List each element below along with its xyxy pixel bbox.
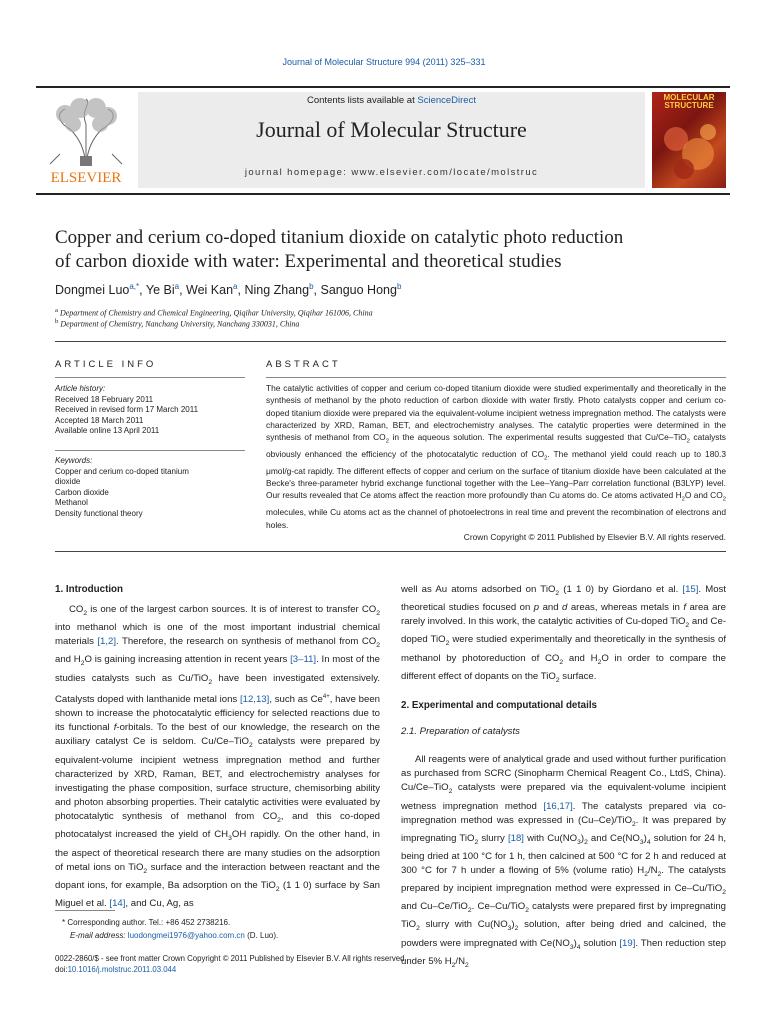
article-info-heading: ARTICLE INFO	[55, 359, 157, 370]
affiliation-a: $^a$ Department of Chemistry and Chemical Engineering, Qiqihar University, Qiqihar 161006, China	[55, 307, 373, 318]
author: Wei Kan	[186, 283, 234, 298]
svg-text:ELSEVIER: ELSEVIER	[50, 170, 122, 186]
journal-citation-link[interactable]: Journal of Molecular Structure 994 (2011) 325–331	[282, 57, 486, 67]
cover-molecule-art	[656, 114, 722, 184]
author: Ye Bi	[145, 283, 175, 298]
author: Ning Zhang	[244, 283, 310, 298]
header-bottom-rule	[36, 193, 730, 195]
author: Sanguo Hong	[320, 283, 397, 298]
article-history: Article history: Received 18 February 2011 Received in revised form 17 March 2011 Accepted 18 March 2011 Available online 13 April 2011	[55, 384, 199, 435]
issn-line: 0022-2860/$ - see front matter Crown Copyright © 2011 Published by Elsevier B.V. All rights reserved.	[55, 954, 407, 963]
divider	[55, 341, 726, 342]
journal-name: Journal of Molecular Structure	[256, 117, 527, 142]
author-list: Dongmei Luo$^{a,*}$, Ye Bi$^a$, Wei Kan$^a$, Ning Zhang$^b$, Sanguo Hong$^b$	[55, 282, 402, 298]
email-note: E-mail address: luodongmei1976@yahoo.com.cn (D. Luo).	[70, 931, 279, 940]
corresponding-author-note: * Corresponding author. Tel.: +86 452 2738216.	[62, 918, 231, 927]
divider	[55, 377, 245, 378]
author-email-link[interactable]: luodongmei1976@yahoo.com.cn	[127, 931, 245, 940]
copyright: Crown Copyright © 2011 Published by Elsevier B.V. All rights reserved.	[463, 531, 726, 542]
abstract-heading: ABSTRACT	[266, 359, 341, 370]
affiliation-b: $^b$ Department of Chemistry, Nanchang University, Nanchang 330031, China	[55, 318, 300, 329]
sciencedirect-link[interactable]: ScienceDirect	[417, 95, 476, 106]
journal-homepage[interactable]: journal homepage: www.elsevier.com/locate/molstruc	[244, 167, 539, 178]
intro-body-continued: well as Au atoms adsorbed on TiO$_2$ (1 1 0) by Giordano et al. [15]. Most theoretical studies focused on p and d areas, whereas metals in f area are rarely involved. In this work, the catalytic activities of Cu-doped TiO$_2$ and Ce-doped TiO$_2$ were studied experimentally and theoretically in the synthesis of methanol by photoreduction of $CO_2$ and $H_2O$ in order to compare the different effect of dopants on the TiO$_2$ surface.	[401, 584, 727, 684]
author: Dongmei Luo	[55, 283, 130, 298]
header-top-rule	[36, 86, 730, 88]
divider	[266, 377, 726, 378]
elsevier-tree-logo	[40, 94, 132, 186]
page-footer: 0022-2860/$ - see front matter Crown Copyright © 2011 Published by Elsevier B.V. All rights reserved. doi:10.1016/j.molstruc.2011.03.044	[55, 954, 407, 974]
abstract-body: The catalytic activities of copper and cerium co-doped titanium dioxide were studied experimentally and theoretically in the synthesis of methanol by the photo reduction of carbon dioxide with water firstly. Photo catalysts copper and cerium co-doped titanium dioxide were prepared via the equivalent-volume incipient wetness impregnation method. The catalysts were characterized by XRD, Raman, BET, and electrochemistry analyses. The catalytic properties were determined in the synthesis of methanol from $CO_2$ in the aqueous solution. The experimental results suggested that Cu/Ce–TiO$_2$ catalysts obviously enhanced the efficiency of the photocatalytic reduction of $CO_2$. The methanol yield could reach up to 180.3 μmol/g-cat rapidly. The different effects of copper and cerium on the surface of titanium dioxide have been calculated at the Becke's three-parameter hybrid exchange functional together with the Lee–Yang–Parr correlation functional (B3LYP) level. Our results revealed that Ce atoms affect the reaction more profoundly than Cu atoms do. Ce atoms activated $H_2O$ and $CO_2$ molecules, while Cu atoms act as the channel of photoelectrons in real time and prevent the recombination of electrons and holes. Crown Copyright © 2011 Published by Elsevier B.V. All rights reserved.	[266, 383, 726, 542]
keywords: Keywords: Copper and cerium co-doped titanium dioxide Carbon dioxide Methanol Density functional theory	[55, 456, 189, 518]
divider	[55, 450, 245, 451]
intro-heading: 1. Introduction	[55, 584, 124, 595]
footnote-divider	[55, 910, 115, 911]
experimental-heading: 2. Experimental and computational details	[401, 700, 597, 711]
doi-link[interactable]: 10.1016/j.molstruc.2011.03.044	[67, 965, 177, 974]
intro-body: $CO_2$ is one of the largest carbon sources. It is of interest to transfer $CO_2$ into methanol which is one of the most important industrial chemical materials [1,2]. Therefore, the research on synthesis of methanol from $CO_2$ and $H_2O$ is gaining increasing attention in recent years [3–11]. In most of the studies catalysts such as Cu/TiO$_2$ have been investigated extensively. Catalysts doped with lanthanide metal ions [12,13], such as $Ce^{4+}$, have been shown to increase the photocatalytic efficiency for selected reactions due to its functional f-orbitals. To the best of our knowledge, the research on the auxiliary catalyst Ce is seldom. Cu/Ce–TiO$_2$ catalysts were prepared by equivalent-volume incipient wetness impregnation method and further characterized by XRD, Raman, BET, and electrochemistry analyses for investigating the phase composition, surface structure, chemisorbing ability and photon absorbing properties. Their catalytic activities were evaluated by photocatalytic synthesis of methanol from $CO_2$, and this co-doped photocatalyst increased the yield of $CH_3OH$ rapidly. On the other hand, in the aspect of theoretical research there are many studies on the adsorption of metal ions on TiO$_2$ surface and the interaction between reactant and the dopant ions, for example, Ba adsorption on the TiO$_2$ (1 1 0) surface by San Miguel et al. [14], and Cu, Ag, as	[55, 604, 381, 909]
divider	[55, 551, 726, 552]
cover-title: MOLECULAR STRUCTURE	[663, 93, 715, 110]
journal-cover-thumbnail	[652, 92, 726, 188]
preparation-body: All reagents were of analytical grade and used without further purification as purchased from SCRC (Sinopharm Chemical Reagent Co., LtdS, China). Cu/Ce–TiO$_2$ catalysts were prepared via the equivalent-volume incipient wetness impregnation method [16,17]. The catalysts prepared via co-impregnation method was expressed in (Cu–Ce)/TiO$_2$. It was prepared by impregnating TiO$_2$ slurry [18] with $Cu(NO_3)_2$ and $Ce(NO_3)_4$ solution for 24 h, being dried at 100 °C for 1 h, then calcined at 500 °C for 2 h and reduced at 300 °C for 7 h under a flowing of 5% (volume ratio) $H_2/N_2$. The catalysts prepared by incipient impregnation method were expressed in Ce–Cu/TiO$_2$ and Cu–Ce/TiO$_2$. Ce–Cu/TiO$_2$ catalysts were prepared first by impregnating TiO$_2$ slurry with $Cu(NO_3)_2$ solution, after being dried and calcined, the powders were impregnated with $Ce(NO_3)_4$ solution [19]. Then reduction step under 5% $H_2/N_2$	[401, 754, 727, 969]
contents-line: Contents lists available at ScienceDirect	[307, 95, 476, 106]
preparation-heading: 2.1. Preparation of catalysts	[401, 726, 520, 737]
article-title: Copper and cerium co-doped titanium dioxide on catalytic photo reduction of carbon dioxide with water: Experimental and theoretical studies	[55, 227, 624, 272]
